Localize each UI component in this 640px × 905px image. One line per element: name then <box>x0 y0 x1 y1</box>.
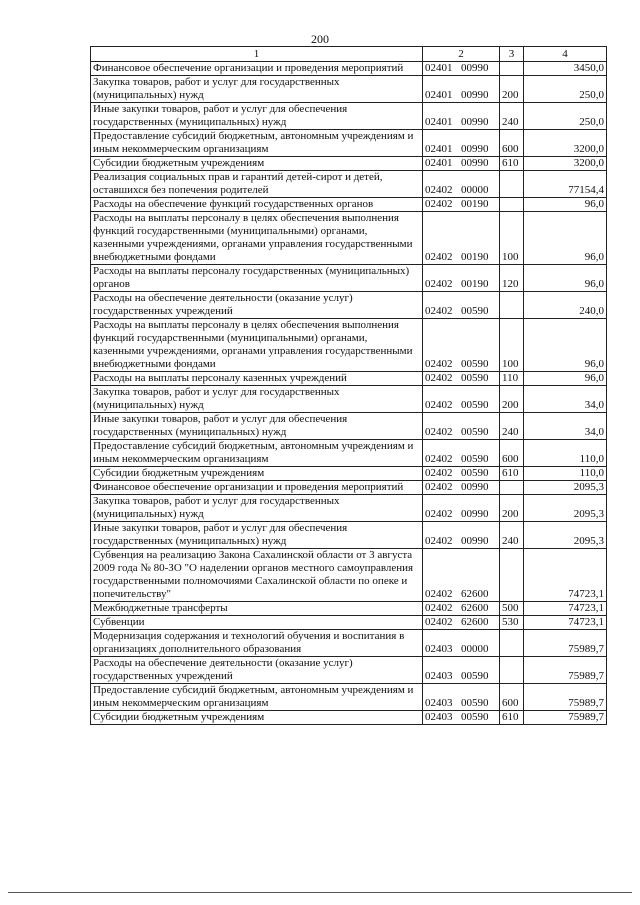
row-target-code <box>423 616 500 630</box>
row-expense-type: 600 <box>500 130 524 157</box>
row-name: Модернизация содержания и технологий обучения и воспитания в организациях дополнительного образования <box>91 630 423 657</box>
row-name: Расходы на обеспечение деятельности (оказание услуг) государственных учреждений <box>91 657 423 684</box>
row-target-code <box>423 265 500 292</box>
row-amount: 3200,0 <box>524 157 607 171</box>
row-name: Предоставление субсидий бюджетным, автономным учреждениям и иным некоммерческим организациям <box>91 130 423 157</box>
code-program: 02402 <box>425 481 453 493</box>
code-direction: 00990 <box>461 62 489 74</box>
row-expense-type: 600 <box>500 440 524 467</box>
row-name: Закупка товаров, работ и услуг для государственных (муниципальных) нужд <box>91 495 423 522</box>
code-program: 02401 <box>425 89 453 101</box>
code-direction: 00590 <box>461 399 489 411</box>
row-amount: 3450,0 <box>524 62 607 76</box>
row-amount: 74723,1 <box>524 602 607 616</box>
table-row <box>91 292 607 319</box>
row-name: Расходы на обеспечение деятельности (оказание услуг) государственных учреждений <box>91 292 423 319</box>
row-expense-type <box>500 630 524 657</box>
budget-table <box>90 46 607 725</box>
row-name: Расходы на выплаты персоналу государственных (муниципальных) органов <box>91 265 423 292</box>
row-name: Финансовое обеспечение организации и проведения мероприятий <box>91 481 423 495</box>
row-expense-type: 100 <box>500 319 524 372</box>
row-name: Иные закупки товаров, работ и услуг для обеспечения государственных (муниципальных) нужд <box>91 522 423 549</box>
row-amount: 250,0 <box>524 103 607 130</box>
row-target-code <box>423 630 500 657</box>
code-direction: 00190 <box>461 198 489 210</box>
code-program: 02402 <box>425 588 453 600</box>
row-name: Предоставление субсидий бюджетным, автономным учреждениям и иным некоммерческим организациям <box>91 440 423 467</box>
row-name: Расходы на обеспечение функций государственных органов <box>91 198 423 212</box>
code-direction: 00990 <box>461 89 489 101</box>
table-header-row <box>91 47 607 62</box>
table-row <box>91 386 607 413</box>
row-expense-type: 120 <box>500 265 524 292</box>
code-program: 02401 <box>425 157 453 169</box>
row-expense-type: 500 <box>500 602 524 616</box>
row-amount: 96,0 <box>524 372 607 386</box>
row-name: Субвенция на реализацию Закона Сахалинской области от 3 августа 2009 года № 80-ЗО "О наделении органов местного самоуправления государственными полномочиями Сахалинской области по опеке и попечительству" <box>91 549 423 602</box>
row-name: Предоставление субсидий бюджетным, автономным учреждениям и иным некоммерческим организациям <box>91 684 423 711</box>
row-name: Субвенции <box>91 616 423 630</box>
table-row <box>91 467 607 481</box>
row-amount: 110,0 <box>524 467 607 481</box>
row-expense-type: 200 <box>500 495 524 522</box>
row-target-code <box>423 440 500 467</box>
code-program: 02403 <box>425 643 453 655</box>
row-expense-type: 610 <box>500 467 524 481</box>
row-amount: 110,0 <box>524 440 607 467</box>
code-direction: 00590 <box>461 697 489 709</box>
row-amount: 2095,3 <box>524 495 607 522</box>
code-program: 02402 <box>425 372 453 384</box>
code-direction: 00590 <box>461 453 489 465</box>
table-row <box>91 171 607 198</box>
page-number: 200 <box>311 32 329 46</box>
table-body <box>91 62 607 725</box>
row-target-code <box>423 495 500 522</box>
row-target-code <box>423 386 500 413</box>
code-program: 02402 <box>425 602 453 614</box>
row-expense-type: 200 <box>500 386 524 413</box>
row-target-code <box>423 684 500 711</box>
row-target-code <box>423 62 500 76</box>
row-amount: 2095,3 <box>524 481 607 495</box>
header-col-4: 4 <box>524 47 607 62</box>
row-expense-type: 610 <box>500 711 524 725</box>
table-row <box>91 130 607 157</box>
code-program: 02402 <box>425 198 453 210</box>
table-row <box>91 157 607 171</box>
code-program: 02403 <box>425 670 453 682</box>
row-amount: 77154,4 <box>524 171 607 198</box>
table-row <box>91 481 607 495</box>
row-target-code <box>423 292 500 319</box>
code-program: 02402 <box>425 399 453 411</box>
row-expense-type <box>500 62 524 76</box>
table-row <box>91 602 607 616</box>
code-program: 02401 <box>425 116 453 128</box>
row-name: Закупка товаров, работ и услуг для государственных (муниципальных) нужд <box>91 386 423 413</box>
table-row <box>91 711 607 725</box>
table-row <box>91 103 607 130</box>
code-program: 02402 <box>425 616 453 628</box>
table-row <box>91 76 607 103</box>
row-amount: 74723,1 <box>524 616 607 630</box>
row-name: Субсидии бюджетным учреждениям <box>91 157 423 171</box>
row-amount: 250,0 <box>524 76 607 103</box>
row-expense-type <box>500 171 524 198</box>
row-target-code <box>423 413 500 440</box>
row-target-code <box>423 319 500 372</box>
row-amount: 96,0 <box>524 319 607 372</box>
row-amount: 34,0 <box>524 413 607 440</box>
code-direction: 00000 <box>461 184 489 196</box>
bottom-rule <box>8 892 632 893</box>
row-amount: 75989,7 <box>524 711 607 725</box>
code-program: 02402 <box>425 251 453 263</box>
code-direction: 62600 <box>461 588 489 600</box>
row-amount: 74723,1 <box>524 549 607 602</box>
code-program: 02402 <box>425 453 453 465</box>
row-name: Субсидии бюджетным учреждениям <box>91 467 423 481</box>
code-program: 02402 <box>425 278 453 290</box>
row-expense-type: 100 <box>500 212 524 265</box>
row-target-code <box>423 522 500 549</box>
row-expense-type: 240 <box>500 103 524 130</box>
code-direction: 00590 <box>461 711 489 723</box>
table-row <box>91 319 607 372</box>
row-target-code <box>423 76 500 103</box>
code-program: 02403 <box>425 697 453 709</box>
row-expense-type: 200 <box>500 76 524 103</box>
code-program: 02402 <box>425 358 453 370</box>
code-direction: 00590 <box>461 670 489 682</box>
row-name: Расходы на выплаты персоналу казенных учреждений <box>91 372 423 386</box>
row-amount: 75989,7 <box>524 684 607 711</box>
row-expense-type: 240 <box>500 522 524 549</box>
table-row <box>91 372 607 386</box>
code-direction: 00990 <box>461 535 489 547</box>
row-expense-type <box>500 198 524 212</box>
code-direction: 00990 <box>461 508 489 520</box>
row-expense-type: 610 <box>500 157 524 171</box>
code-direction: 00000 <box>461 643 489 655</box>
row-target-code <box>423 130 500 157</box>
row-target-code <box>423 171 500 198</box>
row-target-code <box>423 711 500 725</box>
code-program: 02402 <box>425 305 453 317</box>
code-direction: 00190 <box>461 251 489 263</box>
table-row <box>91 522 607 549</box>
row-target-code <box>423 157 500 171</box>
table-row <box>91 198 607 212</box>
row-amount: 3200,0 <box>524 130 607 157</box>
code-direction: 00590 <box>461 305 489 317</box>
code-program: 02401 <box>425 62 453 74</box>
header-col-1: 1 <box>91 47 423 62</box>
row-expense-type: 600 <box>500 684 524 711</box>
code-program: 02402 <box>425 426 453 438</box>
row-amount: 2095,3 <box>524 522 607 549</box>
row-amount: 75989,7 <box>524 630 607 657</box>
row-name: Расходы на выплаты персоналу в целях обеспечения выполнения функций государственными (муниципальными) органами, казенными учреждениями, органами управления государственными внебюджетными фондами <box>91 212 423 265</box>
table-row <box>91 495 607 522</box>
row-target-code <box>423 467 500 481</box>
row-target-code <box>423 103 500 130</box>
row-name: Межбюджетные трансферты <box>91 602 423 616</box>
code-direction: 00990 <box>461 116 489 128</box>
code-direction: 00990 <box>461 143 489 155</box>
table-row <box>91 62 607 76</box>
row-name: Иные закупки товаров, работ и услуг для обеспечения государственных (муниципальных) нужд <box>91 413 423 440</box>
row-target-code <box>423 602 500 616</box>
row-amount: 96,0 <box>524 198 607 212</box>
row-name: Финансовое обеспечение организации и проведения мероприятий <box>91 62 423 76</box>
code-direction: 00990 <box>461 481 489 493</box>
code-direction: 00190 <box>461 278 489 290</box>
row-target-code <box>423 657 500 684</box>
row-name: Субсидии бюджетным учреждениям <box>91 711 423 725</box>
code-program: 02402 <box>425 184 453 196</box>
row-amount: 96,0 <box>524 265 607 292</box>
code-program: 02402 <box>425 508 453 520</box>
row-name: Реализация социальных прав и гарантий детей-сирот и детей, оставшихся без попечения родителей <box>91 171 423 198</box>
table-row <box>91 212 607 265</box>
row-expense-type: 110 <box>500 372 524 386</box>
row-expense-type <box>500 549 524 602</box>
row-target-code <box>423 372 500 386</box>
code-direction: 00590 <box>461 467 489 479</box>
row-expense-type <box>500 481 524 495</box>
header-col-3: 3 <box>500 47 524 62</box>
table-row <box>91 413 607 440</box>
row-name: Иные закупки товаров, работ и услуг для обеспечения государственных (муниципальных) нужд <box>91 103 423 130</box>
table-row <box>91 440 607 467</box>
code-direction: 00590 <box>461 426 489 438</box>
row-target-code <box>423 198 500 212</box>
code-program: 02401 <box>425 143 453 155</box>
row-expense-type <box>500 292 524 319</box>
code-direction: 00990 <box>461 157 489 169</box>
table-row <box>91 549 607 602</box>
code-direction: 62600 <box>461 616 489 628</box>
table-row <box>91 684 607 711</box>
code-direction: 00590 <box>461 372 489 384</box>
row-target-code <box>423 549 500 602</box>
row-amount: 34,0 <box>524 386 607 413</box>
table-row <box>91 630 607 657</box>
row-name: Закупка товаров, работ и услуг для государственных (муниципальных) нужд <box>91 76 423 103</box>
code-program: 02402 <box>425 535 453 547</box>
row-target-code <box>423 212 500 265</box>
row-amount: 240,0 <box>524 292 607 319</box>
code-direction: 00590 <box>461 358 489 370</box>
code-direction: 62600 <box>461 602 489 614</box>
table-row <box>91 657 607 684</box>
row-amount: 96,0 <box>524 212 607 265</box>
row-expense-type: 530 <box>500 616 524 630</box>
header-col-2: 2 <box>423 47 500 62</box>
row-expense-type: 240 <box>500 413 524 440</box>
row-target-code <box>423 481 500 495</box>
row-expense-type <box>500 657 524 684</box>
table-row <box>91 265 607 292</box>
table-row <box>91 616 607 630</box>
row-name: Расходы на выплаты персоналу в целях обеспечения выполнения функций государственными (муниципальными) органами, казенными учреждениями, органами управления государственными внебюджетными фондами <box>91 319 423 372</box>
row-amount: 75989,7 <box>524 657 607 684</box>
code-program: 02402 <box>425 467 453 479</box>
code-program: 02403 <box>425 711 453 723</box>
